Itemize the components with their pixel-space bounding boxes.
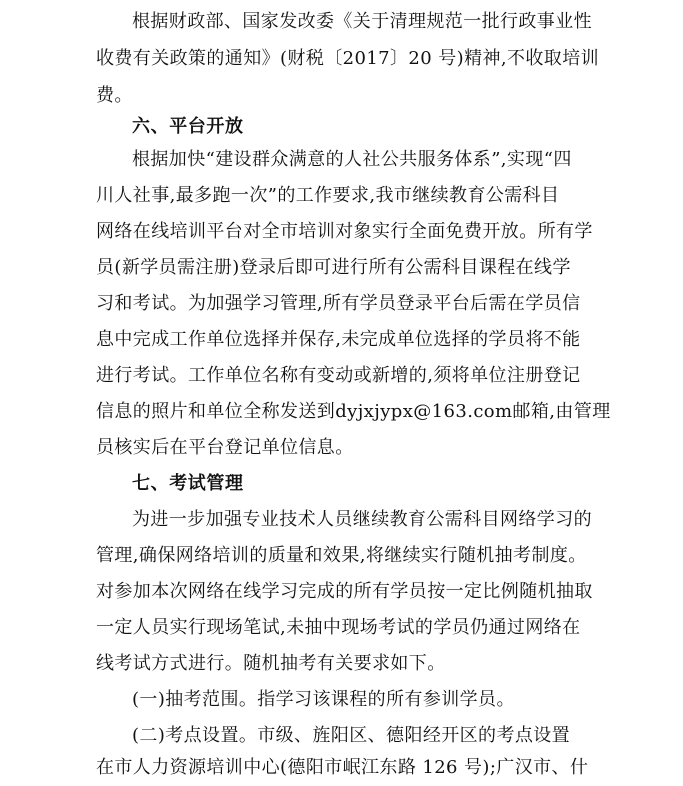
paragraph-line: 网络在线培训平台对全市培训对象实行全面免费开放。所有学: [96, 221, 593, 242]
paragraph-line: 员核实后在平台登记单位信息。: [96, 437, 354, 458]
section-heading-exam-management: 七、考试管理: [132, 473, 244, 494]
paragraph-line: 信息的照片和单位全称发送到dyjxjypx@163.com邮箱,由管理: [96, 401, 611, 422]
paragraph-line: 息中完成工作单位选择并保存,未完成单位选择的学员将不能: [96, 329, 581, 350]
paragraph-line: 为进一步加强专业技术人员继续教育公需科目网络学习的: [132, 509, 592, 530]
paragraph-line: 员(新学员需注册)登录后即可进行所有公需科目课程在线学: [96, 257, 571, 278]
paragraph-line: 线考试方式进行。随机抽考有关要求如下。: [96, 653, 446, 674]
paragraph-line: 习和考试。为加强学习管理,所有学员登录平台后需在学员信: [96, 293, 581, 314]
paragraph-line: (一)抽考范围。指学习该课程的所有参训学员。: [132, 689, 515, 710]
paragraph-line: 在市人力资源培训中心(德阳市岷江东路 126 号);广汉市、什: [96, 757, 589, 778]
paragraph-line: 对参加本次网络在线学习完成的所有学员按一定比例随机抽取: [96, 581, 593, 602]
paragraph-line: 一定人员实行现场笔试,未抽中现场考试的学员仍通过网络在: [96, 617, 581, 638]
paragraph-line: 根据加快“建设群众满意的人社公共服务体系”,实现“四: [132, 149, 572, 170]
paragraph-line: 费。: [96, 85, 133, 106]
paragraph-line: 进行考试。工作单位名称有变动或新增的,须将单位注册登记: [96, 365, 581, 386]
paragraph-line: (二)考点设置。市级、旌阳区、德阳经开区的考点设置: [132, 725, 571, 746]
paragraph-line: 管理,确保网络培训的质量和效果,将继续实行随机抽考制度。: [96, 545, 587, 566]
section-heading-platform-open: 六、平台开放: [132, 116, 244, 137]
paragraph-line: 根据财政部、国家发改委《关于清理规范一批行政事业性: [132, 11, 592, 32]
paragraph-line: 收费有关政策的通知》(财税〔2017〕20 号)精神,不收取培训: [96, 48, 599, 69]
paragraph-line: 川人社事,最多跑一次”的工作要求,我市继续教育公需科目: [96, 185, 560, 206]
